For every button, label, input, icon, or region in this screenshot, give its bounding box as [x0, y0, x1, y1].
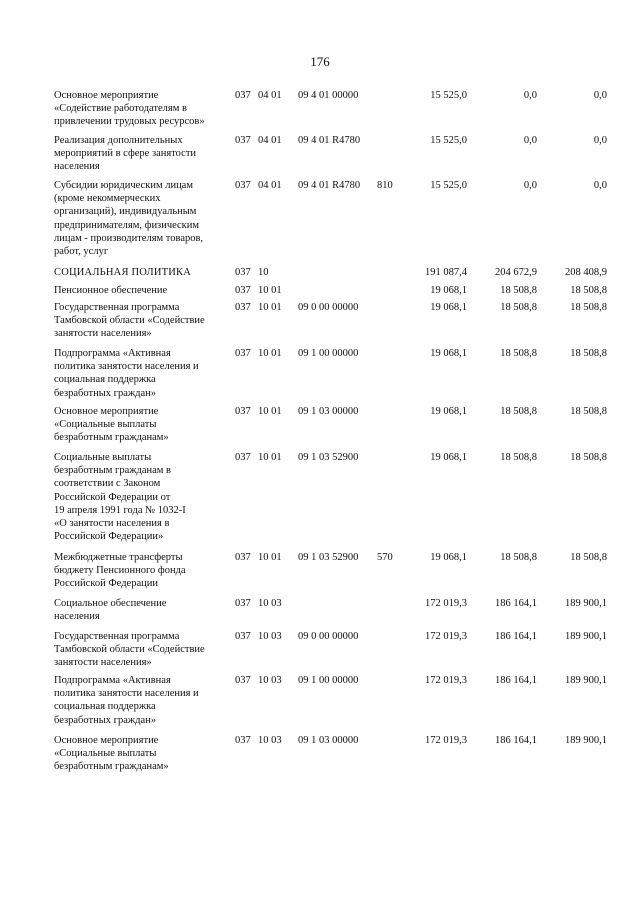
- row-amount-2: 18 508,8: [500, 302, 537, 313]
- row-section-code: 10 01: [258, 285, 282, 296]
- table-row: [52, 674, 632, 734]
- row-section-code: 10 01: [258, 406, 282, 417]
- row-amount-3: 0,0: [593, 180, 607, 191]
- row-section-code: 04 01: [258, 135, 282, 146]
- row-amount-1: 19 068,1: [430, 452, 467, 463]
- row-glav-code: 037: [235, 180, 251, 191]
- row-glav-code: 037: [235, 598, 251, 609]
- row-section-code: 10 03: [258, 598, 282, 609]
- table-row: [52, 347, 632, 405]
- row-target-code: 09 1 00 00000: [298, 675, 359, 686]
- row-target-code: 09 0 00 00000: [298, 631, 359, 642]
- row-name: Реализация дополнительных мероприятий в сфере занятости населения: [54, 135, 197, 173]
- row-expense-type: 810: [377, 180, 393, 191]
- row-amount-3: 189 900,1: [565, 631, 607, 642]
- row-amount-3: 189 900,1: [565, 735, 607, 746]
- row-amount-1: 15 525,0: [430, 90, 467, 101]
- table-row: [52, 284, 632, 301]
- row-amount-1: 191 087,4: [425, 267, 467, 278]
- row-section-code: 04 01: [258, 180, 282, 191]
- row-target-code: 09 1 00 00000: [298, 348, 359, 359]
- table-row: [52, 551, 632, 597]
- row-amount-3: 18 508,8: [570, 552, 607, 563]
- row-amount-1: 19 068,1: [430, 552, 467, 563]
- row-amount-3: 18 508,8: [570, 285, 607, 296]
- row-name: Государственная программа Тамбовской области «Содействие занятости населения»: [54, 631, 205, 669]
- row-glav-code: 037: [235, 552, 251, 563]
- row-glav-code: 037: [235, 267, 251, 278]
- table-row: [52, 597, 632, 630]
- table-row: [52, 451, 632, 551]
- row-name: Основное мероприятие «Социальные выплаты безработным гражданам»: [54, 406, 169, 444]
- table-row: [52, 89, 632, 134]
- budget-table: [52, 89, 632, 780]
- row-expense-type: 570: [377, 552, 393, 563]
- row-amount-2: 0,0: [523, 90, 537, 101]
- row-amount-1: 172 019,3: [425, 675, 467, 686]
- row-amount-3: 189 900,1: [565, 598, 607, 609]
- row-glav-code: 037: [235, 631, 251, 642]
- row-target-code: 09 1 03 52900: [298, 552, 359, 563]
- row-target-code: 09 4 01 R4780: [298, 180, 361, 191]
- row-amount-2: 18 508,8: [500, 552, 537, 563]
- row-amount-1: 15 525,0: [430, 135, 467, 146]
- table-row: [52, 630, 632, 674]
- row-amount-3: 18 508,8: [570, 302, 607, 313]
- row-amount-1: 172 019,3: [425, 735, 467, 746]
- row-section-code: 10 03: [258, 735, 282, 746]
- row-amount-1: 19 068,1: [430, 302, 467, 313]
- table-row: [52, 266, 632, 284]
- row-amount-2: 0,0: [523, 135, 537, 146]
- row-glav-code: 037: [235, 348, 251, 359]
- row-amount-1: 19 068,1: [430, 406, 467, 417]
- row-amount-3: 0,0: [593, 135, 607, 146]
- row-name: Пенсионное обеспечение: [54, 285, 168, 296]
- row-name: Субсидии юридическим лицам (кроме некоммерческих организаций), индивидуальным предпринимателям, физическим лицам - производителям товаров, работ, услуг: [54, 180, 204, 258]
- page-number: 176: [310, 54, 330, 69]
- table-row: [52, 134, 632, 179]
- row-amount-2: 18 508,8: [500, 406, 537, 417]
- row-name: Межбюджетные трансферты бюджету Пенсионного фонда Российской Федерации: [54, 552, 186, 590]
- row-amount-2: 18 508,8: [500, 285, 537, 296]
- row-name: Подпрограмма «Активная политика занятости населения и социальная поддержка безработных граждан»: [54, 348, 199, 399]
- row-amount-2: 204 672,9: [495, 267, 537, 278]
- table-row: [52, 179, 632, 266]
- row-name: Государственная программа Тамбовской области «Содействие занятости населения»: [54, 302, 205, 340]
- row-amount-3: 208 408,9: [565, 267, 607, 278]
- row-section-code: 10: [258, 267, 269, 278]
- row-glav-code: 037: [235, 735, 251, 746]
- row-amount-2: 186 164,1: [495, 735, 537, 746]
- row-glav-code: 037: [235, 406, 251, 417]
- row-section-code: 10 01: [258, 452, 282, 463]
- row-amount-2: 18 508,8: [500, 452, 537, 463]
- row-target-code: 09 0 00 00000: [298, 302, 359, 313]
- row-name: Основное мероприятие «Содействие работодателям в привлечении трудовых ресурсов»: [54, 90, 205, 128]
- row-amount-1: 19 068,1: [430, 348, 467, 359]
- row-amount-1: 15 525,0: [430, 180, 467, 191]
- row-name: Основное мероприятие «Социальные выплаты безработным гражданам»: [54, 735, 169, 773]
- row-name: Социальные выплаты безработным гражданам в соответствии с Законом Российской Федерации от 19 апреля 1991 года № 1032-I «О занятости населения в Российской Федерации»: [54, 452, 186, 543]
- row-section-code: 04 01: [258, 90, 282, 101]
- row-target-code: 09 1 03 00000: [298, 406, 359, 417]
- row-glav-code: 037: [235, 452, 251, 463]
- row-amount-3: 18 508,8: [570, 406, 607, 417]
- row-target-code: 09 1 03 52900: [298, 452, 359, 463]
- row-amount-2: 186 164,1: [495, 631, 537, 642]
- row-target-code: 09 1 03 00000: [298, 735, 359, 746]
- row-amount-2: 186 164,1: [495, 598, 537, 609]
- row-glav-code: 037: [235, 90, 251, 101]
- row-name: СОЦИАЛЬНАЯ ПОЛИТИКА: [54, 267, 192, 278]
- row-glav-code: 037: [235, 675, 251, 686]
- row-amount-3: 0,0: [593, 90, 607, 101]
- row-section-code: 10 01: [258, 552, 282, 563]
- row-name: Подпрограмма «Активная политика занятости населения и социальная поддержка безработных граждан»: [54, 675, 199, 726]
- row-name: Социальное обеспечение населения: [54, 598, 167, 623]
- row-amount-1: 172 019,3: [425, 631, 467, 642]
- row-section-code: 10 01: [258, 348, 282, 359]
- row-glav-code: 037: [235, 285, 251, 296]
- table-row: [52, 405, 632, 451]
- row-target-code: 09 4 01 R4780: [298, 135, 361, 146]
- row-glav-code: 037: [235, 135, 251, 146]
- table-row: [52, 301, 632, 347]
- row-amount-3: 18 508,8: [570, 348, 607, 359]
- row-section-code: 10 01: [258, 302, 282, 313]
- row-glav-code: 037: [235, 302, 251, 313]
- row-amount-3: 18 508,8: [570, 452, 607, 463]
- row-amount-3: 189 900,1: [565, 675, 607, 686]
- table-row: [52, 734, 632, 780]
- row-section-code: 10 03: [258, 675, 282, 686]
- row-amount-2: 186 164,1: [495, 675, 537, 686]
- row-section-code: 10 03: [258, 631, 282, 642]
- row-amount-1: 172 019,3: [425, 598, 467, 609]
- row-target-code: 09 4 01 00000: [298, 90, 359, 101]
- row-amount-1: 19 068,1: [430, 285, 467, 296]
- row-amount-2: 18 508,8: [500, 348, 537, 359]
- row-amount-2: 0,0: [523, 180, 537, 191]
